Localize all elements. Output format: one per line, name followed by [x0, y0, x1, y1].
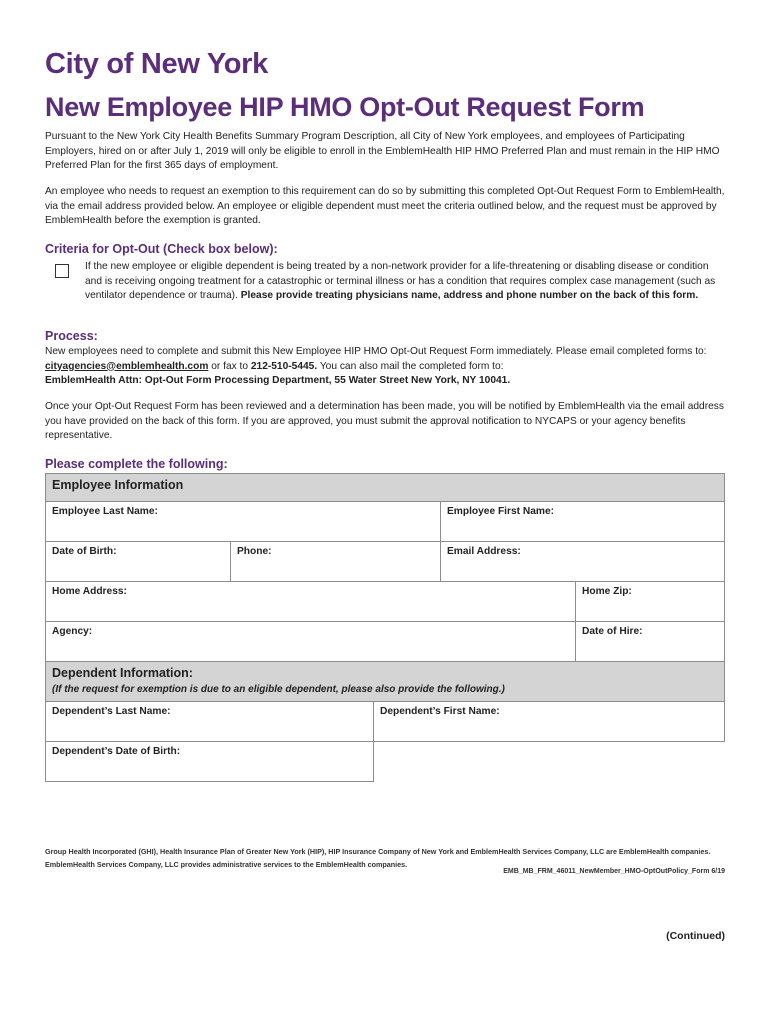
dependent-info-header — [45, 662, 725, 702]
employee-last-name-label: Employee Last Name: — [52, 506, 158, 517]
dependent-info-title: Dependent Information: — [52, 666, 193, 680]
date-of-hire-label: Date of Hire: — [582, 626, 643, 637]
agency-row — [45, 622, 725, 662]
email-address-field[interactable] — [441, 542, 725, 582]
phone-label: Phone: — [237, 546, 272, 557]
dependent-last-name-label: Dependent’s Last Name: — [52, 706, 171, 717]
intro-paragraph-2: An employee who needs to request an exemption to this requirement can do so by submitting this completed Opt-Out Request Form to EmblemHealth, via the email address provided below. An employee or eligible dependent must meet the criteria outlined below, and the request must be approved by EmblemHealth before the exemption is granted. — [45, 186, 725, 227]
form-title: New Employee HIP HMO Opt-Out Request Form — [45, 92, 645, 122]
submission-email-link[interactable]: cityagencies@emblemhealth.com — [45, 360, 209, 372]
criteria-text — [85, 260, 725, 304]
form-code: EMB_MB_FRM_46011_NewMember_HMO-OptOutPolicy_Form 6/19 — [503, 868, 725, 875]
fax-prefix: or fax to — [211, 360, 249, 372]
agency-label: Agency: — [52, 626, 93, 637]
home-zip-label: Home Zip: — [582, 586, 632, 597]
criteria-description: If the new employee or eligible dependent is being treated by a non-network provider for a life-threatening or disabling disease or condition and is receiving ongoing treatment for a catastrophic or terminal illness or has a condition that requires complex case management (such as ventilator dependence or trauma). — [85, 261, 716, 302]
agency-field[interactable] — [45, 622, 576, 662]
home-zip-field[interactable] — [576, 582, 725, 622]
mail-address: EmblemHealth Attn: Opt-Out Form Processing Department, 55 Water Street New York, NY 10041. — [45, 375, 511, 387]
continued-label: (Continued) — [666, 930, 725, 942]
email-address-label: Email Address: — [447, 546, 521, 557]
fax-number: 212-510-5445. — [250, 360, 318, 372]
employee-first-name-field[interactable] — [441, 502, 725, 542]
dependent-first-name-field[interactable] — [374, 702, 725, 742]
opt-out-criteria-checkbox[interactable] — [55, 264, 69, 278]
employee-first-name-label: Employee First Name: — [447, 506, 555, 517]
complete-heading: Please complete the following: — [45, 457, 228, 471]
process-heading: Process: — [45, 329, 98, 343]
dependent-date-of-birth-field[interactable] — [45, 742, 374, 782]
employee-last-name-field[interactable] — [45, 502, 441, 542]
process-intro: New employees need to complete and submit this New Employee HIP HMO Opt-Out Request Form immediately. Please email completed forms to: — [45, 346, 707, 357]
org-title: City of New York — [45, 48, 268, 80]
dependent-date-of-birth-label: Dependent’s Date of Birth: — [52, 746, 181, 757]
phone-field[interactable] — [231, 542, 441, 582]
employee-name-row — [45, 502, 725, 542]
criteria-heading: Criteria for Opt-Out (Check box below): — [45, 242, 278, 256]
legal-disclaimer: Group Health Incorporated (GHI), Health Insurance Plan of Greater New York (HIP), HIP Insurance Company of New York and EmblemHealth Services Company, LLC are EmblemHealth companies. EmblemHealth Services Company, LLC provides administrative services to the EmblemHealth companies. — [45, 847, 711, 869]
employee-info-title: Employee Information — [52, 478, 184, 492]
intro-paragraph-1: Pursuant to the New York City Health Benefits Summary Program Description, all City of New York employees, and employees of Participating Employers, hired on or after July 1, 2019 will only be eligible to enroll in the EmblemHealth HIP HMO Preferred Plan and must remain in the HIP HMO Preferred Plan for the first 365 days of employment. — [45, 131, 720, 172]
dependent-name-row — [45, 702, 725, 742]
process-paragraph-2: Once your Opt-Out Request Form has been reviewed and a determination has been made, you will be notified by EmblemHealth via the email address you have provided on the back of this form. If you are approved, you must submit the approval notification to NYCAPS or your agency benefits representative. — [45, 401, 724, 442]
dependent-first-name-label: Dependent’s First Name: — [380, 706, 500, 717]
home-address-field[interactable] — [45, 582, 576, 622]
date-of-hire-field[interactable] — [576, 622, 725, 662]
employee-contact-row — [45, 542, 725, 582]
form-table — [45, 473, 725, 782]
dependent-dob-row — [45, 742, 725, 782]
date-of-birth-field[interactable] — [45, 542, 231, 582]
mail-text: You can also mail the completed form to: — [319, 360, 504, 372]
home-address-row — [45, 582, 725, 622]
employee-info-header — [45, 473, 725, 502]
dependent-info-subtitle: (If the request for exemption is due to an eligible dependent, please also provide the following.) — [52, 684, 505, 695]
dependent-last-name-field[interactable] — [45, 702, 374, 742]
home-address-label: Home Address: — [52, 586, 127, 597]
criteria-instruction: Please provide treating physicians name, address and phone number on the back of this form. — [240, 290, 699, 302]
date-of-birth-label: Date of Birth: — [52, 546, 117, 557]
process-paragraph-1 — [45, 345, 725, 389]
